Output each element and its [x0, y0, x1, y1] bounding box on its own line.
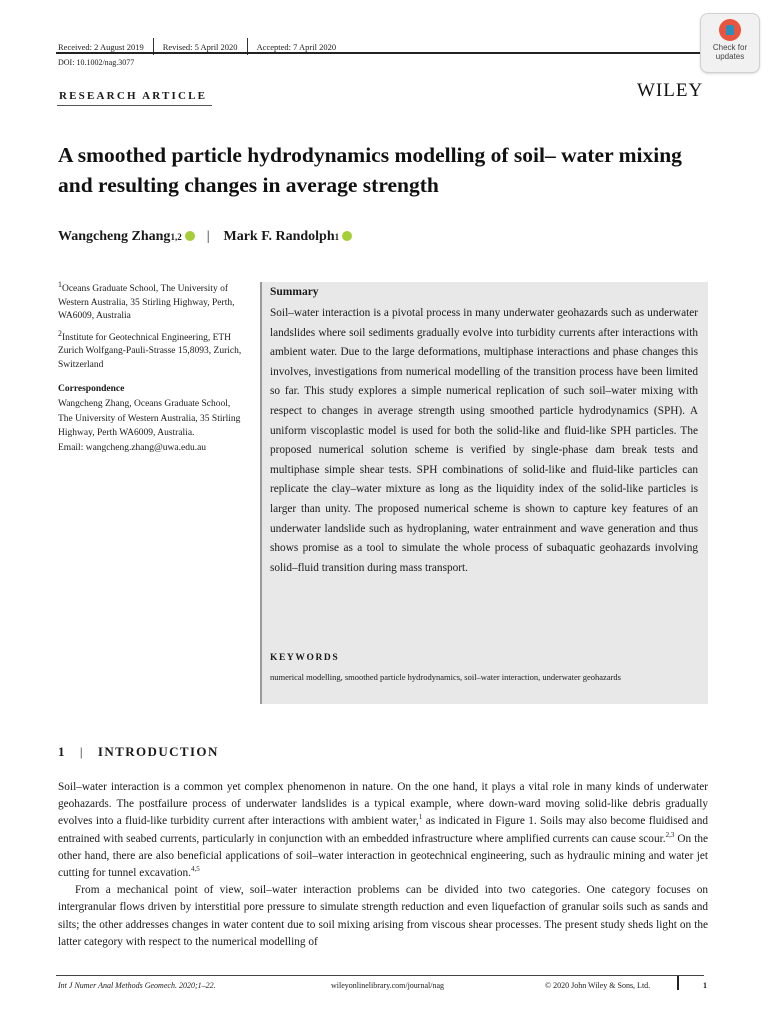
correspondence-heading: Correspondence	[58, 384, 125, 394]
section-separator: |	[79, 744, 84, 759]
doi[interactable]: DOI: 10.1002/nag.3077	[58, 58, 135, 67]
journal-citation: Int J Numer Anal Methods Geomech. 2020;1–22.	[58, 981, 216, 990]
affiliation-item: $^1$Oceans Graduate School, The University of Western Australia, 35 Stirling Highway, Perth, WA6009, Australia	[58, 280, 235, 322]
section-number: 1	[58, 744, 66, 759]
header-rule	[56, 52, 704, 54]
journal-url[interactable]: wileyonlinelibrary.com/journal/nag	[331, 981, 445, 990]
affiliations	[58, 278, 246, 375]
copyright: © 2020 John Wiley & Sons, Ltd.	[545, 981, 651, 990]
section-heading	[58, 744, 219, 760]
author-affiliation-sup: 1,2	[170, 232, 182, 242]
affiliation-item: $^2$Institute for Geotechnical Engineering, ETH Zurich Wolfgang-Pauli-Strasse 15,8093, Zurich, Switzerland	[58, 328, 242, 370]
crossmark-icon	[719, 19, 741, 41]
summary-text: Soil–water interaction is a pivotal process in many underwater geohazards such as underwater landslides where soil sediments gradually evolve into turbidity currents after interactions with ambient water. Due to the large deformations, multiphase interactions and phase changes this involves, investigations from numerical modelling of the transition process have been limited so far. This study explores a simple numerical replication of such soil–water mixing with respect to changes in average strength using smoothed particle hydrodynamics (SPH). A uniform viscoplastic model is used for both the solid-like and fluid-like SPH particles. The proposed numerical solution scheme is verified by single-phase dam break tests and multiphase simple shear tests. SPH combinations of solid-like and fluid-like particles can replicate the clay–water mixture as long as the liquidity index of the solid-like particles is larger than unity. The proposed numerical scheme is shown to capture key features of an underwater landslide such as hydroplaning, water entrainment and wave generation and thus shows promise as a tool to simulate the whole process of subaquatic geohazards involving solid–fluid transition during mass transport.	[270, 307, 698, 574]
citation-link[interactable]: 1	[418, 813, 423, 822]
keywords-list: numerical modelling, smoothed particle hydrodynamics, soil–water interaction, underwater geohazards	[270, 672, 621, 682]
check-for-updates-button[interactable]	[700, 13, 760, 73]
author-list	[58, 229, 352, 245]
section-title: INTRODUCTION	[97, 744, 219, 759]
article-type: RESEARCH ARTICLE	[59, 90, 208, 102]
article-type-rule	[57, 105, 212, 106]
body-text	[58, 779, 708, 951]
badge-label-line2: updates	[715, 52, 745, 61]
summary-heading: Summary	[270, 286, 319, 298]
badge-label-line1: Check for	[712, 43, 748, 52]
paragraph: From a mechanical point of view, soil–water interaction problems can be divided into two categories. One category focuses on intergranular flows driven by interstitial pore pressure to simulate strength reduction and even liquefaction of granular soils such as sands and silts; the other addresses changes in water content due to soil mixing arising from viscous shear processes. The present study sheds light on the latter category with respect to the numerical modelling of	[58, 884, 708, 948]
author-separator: |	[206, 229, 210, 244]
summary-box	[260, 282, 708, 704]
citation-link[interactable]: 2,3	[665, 830, 675, 839]
correspondence	[58, 382, 246, 456]
footer-divider	[677, 976, 679, 990]
paragraph: Soil–water interaction is a common yet complex phenomenon in nature. On the one hand, it plays a vital role in many kinds of underwater geohazards. The postfailure process of underwater landslides is a typical example, where down-ward moving solid-like debris gradually evolves into a fluid-like turbidity current after interactions with ambient water,$^1$ as indicated in Figure 1. Soils may also become fluidised and entrained with seabed currents, particularly in conjunction with an embedded infrastructure where amplified currents can cause scour.$^{2,3}$ On the other hand, there are also beneficial applications of soil–water interaction in geotechnical engineering, such as hydraulic mining and water jet cutting for tunnel excavation.$^{4,5}$	[58, 781, 708, 880]
orcid-icon[interactable]	[185, 231, 195, 241]
revised-date: Revised: 5 April 2020	[162, 41, 238, 52]
author-name[interactable]: Mark F. Randolph	[223, 229, 335, 244]
summary-accent-bar	[260, 282, 262, 704]
accepted-date: Accepted: 7 April 2020	[256, 41, 337, 52]
correspondence-text: Wangcheng Zhang, Oceans Graduate School, The University of Western Australia, 35 Stirling Highway, Perth WA6009, Australia.	[58, 398, 241, 439]
orcid-icon[interactable]	[342, 231, 352, 241]
correspondence-email[interactable]: Email: wangcheng.zhang@uwa.edu.au	[58, 443, 207, 454]
article-title: A smoothed particle hydrodynamics modelling of soil– water mixing and resulting changes in average strength	[58, 143, 682, 197]
page-number: 1	[703, 981, 707, 990]
citation-link[interactable]: 4,5	[191, 865, 200, 874]
author-affiliation-sup: 1	[334, 232, 340, 242]
publisher-logo: WILEY	[637, 80, 704, 101]
keywords-heading: KEYWORDS	[270, 653, 340, 663]
received-date: Received: 2 August 2019	[58, 41, 144, 52]
author-name[interactable]: Wangcheng Zhang	[58, 229, 171, 244]
footer-rule	[56, 975, 704, 976]
